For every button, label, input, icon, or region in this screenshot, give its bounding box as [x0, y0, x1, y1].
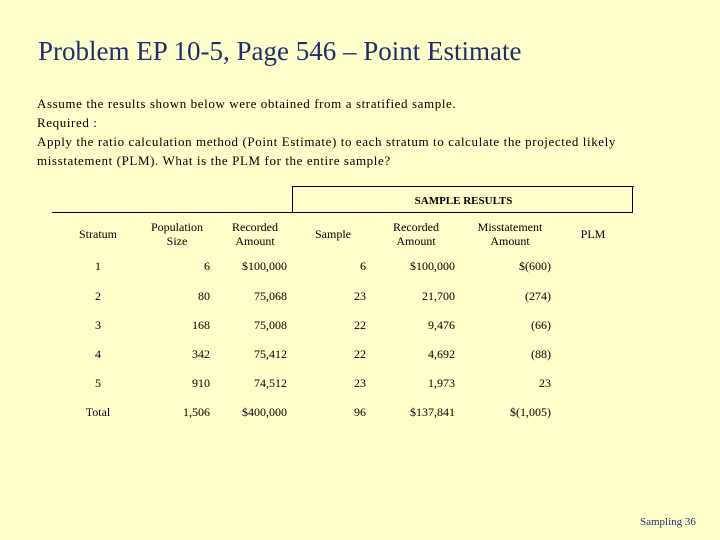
cell-sample-recorded: 21,700 [422, 289, 455, 303]
cell-recorded-amount: 75,008 [254, 318, 287, 332]
cell-stratum: 2 [95, 289, 101, 303]
cell-recorded-amount: 74,512 [254, 376, 287, 390]
paragraph-instruction: Apply the ratio calculation method (Point Estimate) to each stratum to calculate the projected likely misstatement (PLM). What is the PLM for the entire sample? [37, 134, 616, 168]
header-sample-recorded-line2: Amount [396, 234, 436, 248]
cell-sample-recorded: 4,692 [428, 347, 455, 361]
paragraph-assumption: Assume the results shown below were obtained from a stratified sample. [37, 96, 457, 111]
cell-recorded-amount: 75,412 [254, 347, 287, 361]
header-sample-recorded-line1: Recorded [393, 220, 439, 234]
header-top-rule [52, 212, 633, 213]
paragraph-required: Required : [37, 115, 98, 130]
cell-stratum: 3 [95, 318, 101, 332]
cell-population-size: 168 [192, 318, 210, 332]
cell-sample: 22 [354, 318, 366, 332]
cell-sample-recorded: 9,476 [428, 318, 455, 332]
cell-population-size: 6 [204, 259, 210, 273]
cell-population-size: 80 [198, 289, 210, 303]
cell-misstatement: (66) [531, 318, 551, 332]
cell-population-size: 1,506 [183, 405, 210, 419]
cell-misstatement: $(600) [519, 259, 551, 273]
header-recorded-line1: Recorded [232, 220, 278, 234]
cell-misstatement: (274) [525, 289, 551, 303]
header-stratum: Stratum [79, 227, 117, 241]
cell-recorded-amount: $100,000 [242, 259, 287, 273]
cell-sample: 23 [354, 289, 366, 303]
cell-sample: 96 [354, 405, 366, 419]
cell-sample: 23 [354, 376, 366, 390]
problem-text [37, 94, 687, 170]
cell-sample-recorded: $137,841 [410, 405, 455, 419]
cell-population-size: 342 [192, 347, 210, 361]
cell-sample: 22 [354, 347, 366, 361]
caption-right-border [632, 186, 633, 212]
header-population-line2: Size [166, 234, 188, 248]
cell-population-size: 910 [192, 376, 210, 390]
header-recorded-line2: Amount [235, 234, 275, 248]
slide-footer: Sampling 36 [640, 516, 696, 528]
header-population-line1: Population [150, 220, 204, 234]
cell-sample-recorded: 1,973 [428, 376, 455, 390]
cell-misstatement: 23 [539, 376, 551, 390]
cell-misstatement: (88) [531, 347, 551, 361]
sample-results-caption: SAMPLE RESULTS [292, 186, 634, 213]
cell-stratum: 5 [95, 376, 101, 390]
cell-stratum: Total [85, 405, 111, 419]
cell-misstatement: $(1,005) [510, 405, 551, 419]
cell-sample-recorded: $100,000 [410, 259, 455, 273]
header-misstatement-amount [478, 220, 543, 248]
header-sample-recorded-amount [393, 220, 439, 248]
header-misstatement-line1: Misstatement [477, 220, 543, 234]
header-plm: PLM [580, 227, 606, 241]
header-misstatement-line2: Amount [490, 234, 530, 248]
cell-stratum: 1 [95, 259, 101, 273]
cell-recorded-amount: 75,068 [254, 289, 287, 303]
header-recorded-amount [232, 220, 278, 248]
header-sample: Sample [315, 227, 351, 241]
cell-recorded-amount: $400,000 [242, 405, 287, 419]
cell-stratum: 4 [95, 347, 101, 361]
cell-sample: 6 [360, 259, 366, 273]
header-population-size [151, 220, 203, 248]
slide-title: Problem EP 10-5, Page 546 – Point Estimate [38, 36, 522, 66]
